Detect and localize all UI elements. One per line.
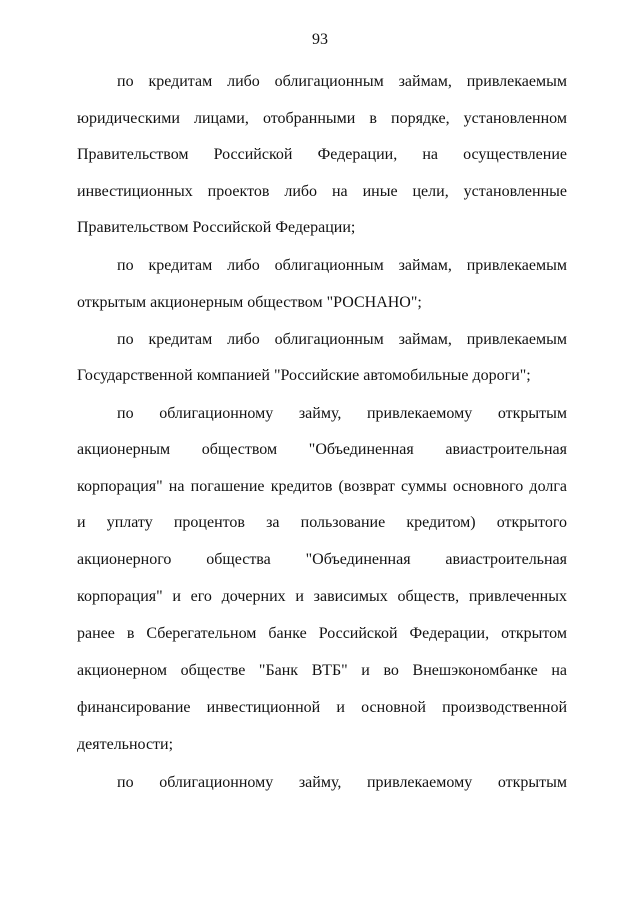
text-line-7: открытым акционерным обществом "РОСНАНО"; <box>77 294 422 311</box>
text-line-18: финансирование инвестиционной и основной производственной <box>77 699 567 716</box>
page-number: 93 <box>312 31 328 48</box>
text-line-10: по облигационному займу, привлекаемому открытым <box>117 405 567 422</box>
text-line-19: деятельности; <box>77 736 174 753</box>
text-line-12: корпорация" на погашение кредитов (возврат суммы основного долга <box>77 478 567 495</box>
text-line-17: акционерном обществе "Банк ВТБ" и во Внешэкономбанке на <box>77 662 567 679</box>
text-line-13: и уплату процентов за пользование кредитом) открытого <box>77 514 567 531</box>
text-line-11: акционерным обществом "Объединенная авиастроительная <box>77 441 567 458</box>
text-line-15: корпорация" и его дочерних и зависимых обществ, привлеченных <box>77 588 567 605</box>
text-line-9: Государственной компанией "Российские автомобильные дороги"; <box>77 367 531 384</box>
text-line-4: инвестиционных проектов либо на иные цели, установленные <box>77 183 567 200</box>
text-line-16: ранее в Сберегательном банке Российской Федерации, открытом <box>77 625 567 642</box>
text-line-14: акционерного общества "Объединенная авиастроительная <box>77 551 567 568</box>
text-line-8: по кредитам либо облигационным займам, привлекаемым <box>117 331 567 348</box>
text-line-3: Правительством Российской Федерации, на осуществление <box>77 146 567 163</box>
text-line-20: по облигационному займу, привлекаемому открытым <box>117 774 567 791</box>
text-line-1: по кредитам либо облигационным займам, привлекаемым <box>117 73 567 90</box>
text-line-5: Правительством Российской Федерации; <box>77 219 356 236</box>
text-line-2: юридическими лицами, отобранными в порядке, установленном <box>77 110 567 127</box>
text-line-6: по кредитам либо облигационным займам, привлекаемым <box>117 257 567 274</box>
